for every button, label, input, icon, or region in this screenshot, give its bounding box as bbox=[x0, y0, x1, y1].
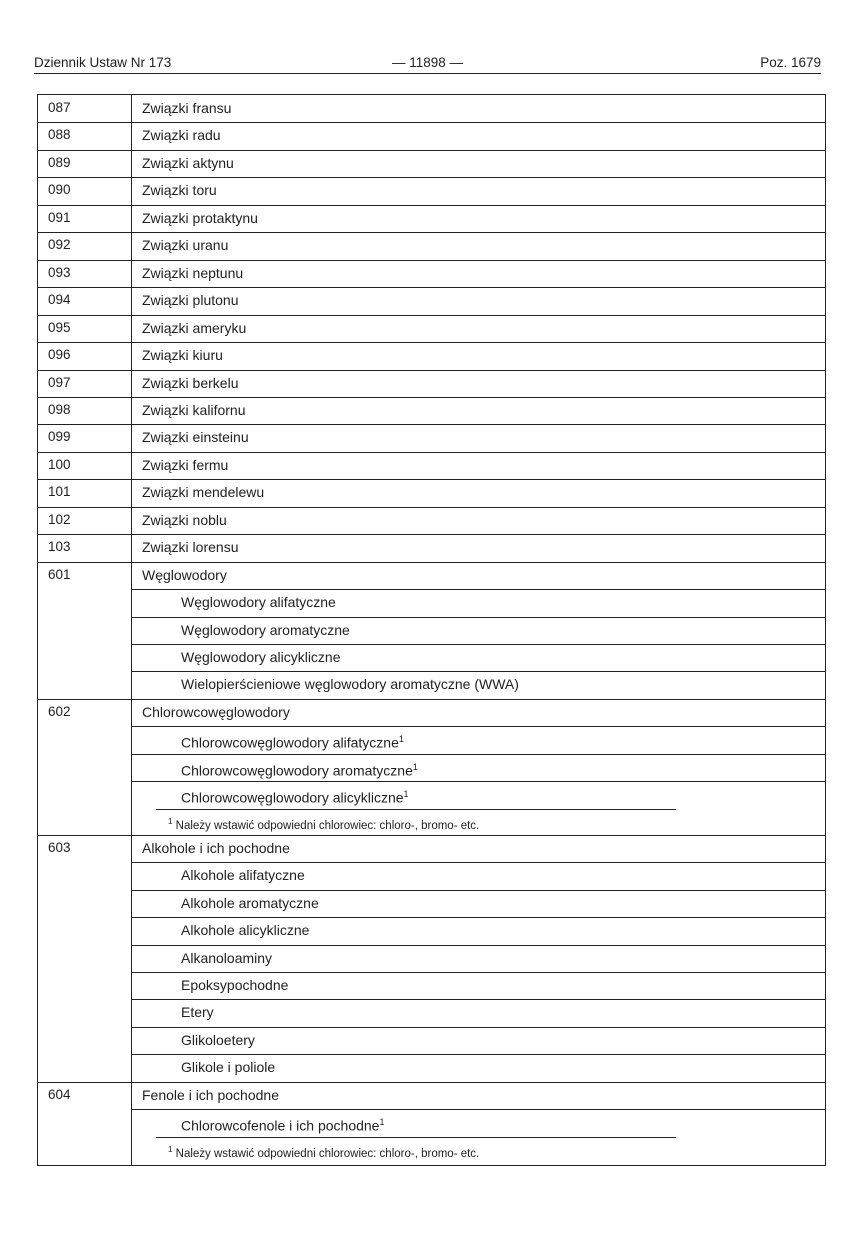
row-divider bbox=[38, 835, 825, 836]
subcategory-name bbox=[181, 975, 288, 995]
row-label: Związki fermu bbox=[142, 456, 229, 473]
footnote bbox=[168, 814, 479, 834]
footnote-marker: 1 bbox=[379, 1117, 385, 1128]
subcategory-name bbox=[181, 784, 409, 808]
row-code: 092 bbox=[48, 237, 71, 253]
row-code: 102 bbox=[48, 511, 71, 527]
row-code: 101 bbox=[48, 484, 71, 500]
footnote bbox=[168, 1142, 479, 1162]
category-name bbox=[142, 345, 223, 365]
row-label: Związki berkelu bbox=[142, 374, 239, 391]
category-name bbox=[142, 455, 228, 475]
category-name bbox=[142, 702, 290, 722]
subcategory-name bbox=[181, 893, 319, 913]
row-divider bbox=[38, 177, 825, 178]
row-code: 604 bbox=[48, 1086, 71, 1102]
row-divider bbox=[38, 534, 825, 535]
row-label: Epoksypochodne bbox=[181, 976, 289, 993]
subcategory-name bbox=[181, 920, 309, 940]
footnote-marker: 1 bbox=[168, 816, 173, 826]
category-name bbox=[142, 290, 239, 310]
row-divider bbox=[38, 1082, 825, 1083]
row-divider bbox=[38, 315, 825, 316]
sub-row-divider bbox=[131, 945, 825, 946]
row-divider bbox=[38, 699, 825, 700]
sub-row-divider bbox=[131, 917, 825, 918]
row-divider bbox=[38, 342, 825, 343]
row-label: Związki uranu bbox=[142, 237, 229, 254]
journal-title: Dziennik Ustaw Nr 173 bbox=[34, 55, 172, 70]
row-code: 097 bbox=[48, 374, 71, 390]
row-code: 099 bbox=[48, 429, 71, 445]
row-label: Chlorowcowęglowodory alicykliczne bbox=[181, 789, 404, 806]
subcategory-name bbox=[181, 1002, 214, 1022]
row-label: Związki noblu bbox=[142, 511, 227, 528]
sub-row-divider bbox=[131, 754, 825, 755]
category-name bbox=[142, 373, 238, 393]
row-label: Węglowodory aromatyczne bbox=[181, 621, 350, 638]
sub-row-divider bbox=[156, 809, 676, 810]
footnote-marker: 1 bbox=[168, 1144, 173, 1154]
category-name bbox=[142, 153, 234, 173]
row-label: Alkohole alifatyczne bbox=[181, 867, 305, 884]
row-label: Alkohole i ich pochodne bbox=[142, 839, 290, 856]
row-code: 094 bbox=[48, 292, 71, 308]
row-label: Glikoloetery bbox=[181, 1031, 255, 1048]
row-label: Związki fransu bbox=[142, 100, 232, 116]
row-label: Chlorowcofenole i ich pochodne bbox=[181, 1117, 380, 1134]
row-code: 090 bbox=[48, 182, 71, 198]
page-header bbox=[34, 55, 821, 74]
row-code: 602 bbox=[48, 703, 71, 719]
row-label: Alkohole alicykliczne bbox=[181, 922, 310, 939]
sub-row-divider bbox=[131, 726, 825, 727]
row-label: Fenole i ich pochodne bbox=[142, 1086, 279, 1103]
row-code: 098 bbox=[48, 401, 71, 417]
row-code: 095 bbox=[48, 319, 71, 335]
sub-row-divider bbox=[131, 617, 825, 618]
row-label: Chlorowcowęglowodory alifatyczne bbox=[181, 735, 399, 751]
row-divider bbox=[38, 562, 825, 563]
row-code: 096 bbox=[48, 347, 71, 363]
row-code: 087 bbox=[48, 100, 71, 115]
row-label: Wielopierścieniowe węglowodory aromatyczne (WWA) bbox=[181, 676, 519, 693]
subcategory-name bbox=[181, 1057, 275, 1077]
row-divider bbox=[38, 122, 825, 123]
category-name bbox=[142, 1085, 279, 1105]
subcategory-name bbox=[181, 647, 341, 667]
sub-row-divider bbox=[131, 972, 825, 973]
subcategory-name bbox=[181, 674, 519, 694]
row-label: Węglowodory bbox=[142, 566, 227, 583]
row-divider bbox=[38, 205, 825, 206]
row-label: Związki toru bbox=[142, 182, 217, 199]
row-divider bbox=[38, 479, 825, 480]
footnote-marker: 1 bbox=[398, 734, 404, 745]
category-name bbox=[142, 235, 228, 255]
row-divider bbox=[38, 507, 825, 508]
row-divider bbox=[38, 232, 825, 233]
row-code: 088 bbox=[48, 127, 71, 143]
row-code: 091 bbox=[48, 209, 71, 225]
category-name bbox=[142, 98, 231, 118]
footnote-marker: 1 bbox=[403, 789, 409, 800]
row-label: Związki einsteinu bbox=[142, 429, 249, 446]
subcategory-name bbox=[181, 592, 336, 612]
sub-row-divider bbox=[131, 671, 825, 672]
row-label: Węglowodory alifatyczne bbox=[181, 594, 336, 611]
category-name bbox=[142, 427, 249, 447]
row-label: Związki lorensu bbox=[142, 539, 239, 556]
sub-row-divider bbox=[131, 1109, 825, 1110]
row-label: Chlorowcowęglowodory bbox=[142, 703, 290, 720]
sub-row-divider bbox=[131, 644, 825, 645]
page-number: — 11898 — bbox=[391, 55, 464, 70]
category-name bbox=[142, 263, 243, 283]
category-name bbox=[142, 400, 245, 420]
row-divider bbox=[38, 370, 825, 371]
subcategory-name bbox=[181, 865, 305, 885]
category-name bbox=[142, 510, 227, 530]
sub-row-divider bbox=[131, 862, 825, 863]
subcategory-name bbox=[181, 620, 350, 640]
category-name bbox=[142, 537, 238, 557]
row-label: Alkanoloaminy bbox=[181, 949, 273, 966]
row-label: Związki radu bbox=[142, 127, 221, 144]
sub-row-divider bbox=[131, 781, 825, 782]
substance-table bbox=[37, 94, 826, 1166]
category-name bbox=[142, 838, 290, 858]
category-name bbox=[142, 565, 227, 585]
category-name bbox=[142, 180, 217, 200]
footnote-text: Należy wstawić odpowiedni chlorowiec: chloro-, bromo- etc. bbox=[175, 1147, 480, 1160]
subcategory-name bbox=[181, 1030, 255, 1050]
row-code: 089 bbox=[48, 154, 71, 170]
subcategory-name bbox=[181, 729, 404, 753]
subcategory-name bbox=[181, 948, 272, 968]
row-label: Związki neptunu bbox=[142, 264, 244, 281]
row-code: 103 bbox=[48, 539, 71, 555]
sub-row-divider bbox=[131, 1054, 825, 1055]
category-name bbox=[142, 482, 264, 502]
row-code: 603 bbox=[48, 839, 71, 855]
sub-row-divider bbox=[131, 999, 825, 1000]
sub-row-divider bbox=[156, 1137, 676, 1138]
subcategory-name bbox=[181, 757, 418, 781]
category-name bbox=[142, 208, 258, 228]
row-code: 093 bbox=[48, 264, 71, 280]
row-label: Związki ameryku bbox=[142, 319, 247, 336]
row-label: Związki protaktynu bbox=[142, 209, 258, 226]
subcategory-name bbox=[181, 1112, 384, 1136]
row-divider bbox=[38, 397, 825, 398]
footnote-text: Należy wstawić odpowiedni chlorowiec: chloro-, bromo- etc. bbox=[175, 819, 480, 832]
row-divider bbox=[38, 260, 825, 261]
sub-row-divider bbox=[131, 890, 825, 891]
row-label: Węglowodory alicykliczne bbox=[181, 649, 341, 665]
category-name bbox=[142, 125, 221, 145]
row-label: Alkohole aromatyczne bbox=[181, 894, 319, 911]
row-label: Glikole i poliole bbox=[181, 1059, 276, 1076]
row-label: Związki plutonu bbox=[142, 292, 239, 309]
row-divider bbox=[38, 287, 825, 288]
row-label: Związki kalifornu bbox=[142, 401, 246, 418]
sub-row-divider bbox=[131, 589, 825, 590]
row-divider bbox=[38, 424, 825, 425]
row-label: Chlorowcowęglowodory aromatyczne bbox=[181, 762, 413, 779]
column-divider bbox=[131, 95, 132, 1165]
row-divider bbox=[38, 452, 825, 453]
row-label: Związki aktynu bbox=[142, 154, 234, 171]
footnote-marker: 1 bbox=[412, 761, 418, 772]
sub-row-divider bbox=[131, 1027, 825, 1028]
row-code: 601 bbox=[48, 566, 71, 582]
row-label: Związki kiuru bbox=[142, 347, 223, 364]
category-name bbox=[142, 318, 246, 338]
row-label: Etery bbox=[181, 1004, 214, 1021]
row-code: 100 bbox=[48, 456, 71, 472]
row-label: Związki mendelewu bbox=[142, 484, 265, 501]
position-number: Poz. 1679 bbox=[760, 55, 821, 70]
row-divider bbox=[38, 150, 825, 151]
